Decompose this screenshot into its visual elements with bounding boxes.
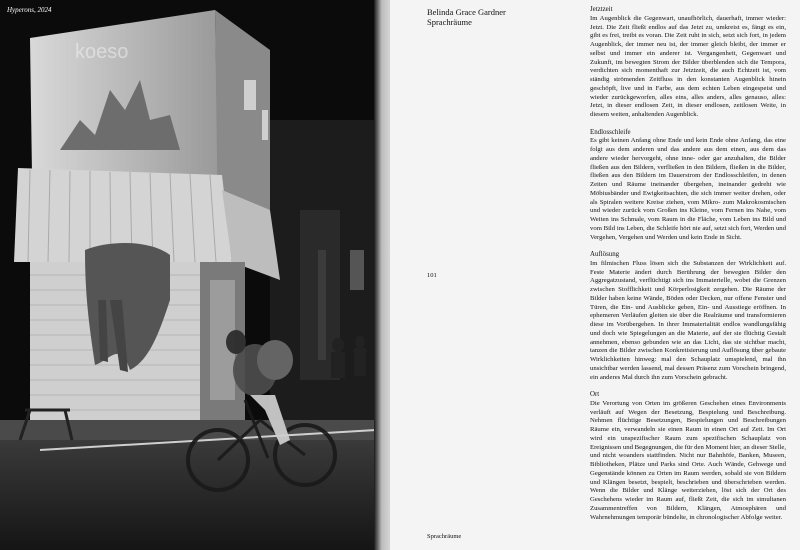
page-number: 101 (427, 272, 437, 279)
section-heading: Endlosschleife (590, 128, 631, 136)
section-heading: Jetztzeit (590, 6, 613, 13)
running-head: Hyperons, 2024 (7, 6, 52, 14)
section-body: Im filmischen Fluss lösen sich die Substanzen der Wirklichkeit auf. Feste Materie ändert durch Berührung der bewegten Bilder den Aggregatzustand, verflüchtigt sich ins Immaterielle, wobei die Grenzen zwischen Stofflichkeit und Körperlosigkeit zergehen. Die Räume der Bilder haben keine Wände, Böden oder Decken, nur offene Fenster und Türen, die Ein- und Ausblicke geben, Ein- und Ausstiege eröffnen. In ephemeren Verläufen gleiten sie über die Realräume und transformieren diese im Vorübergehen. In ihrer Immaterialität endlos wandlungsfähig und doch wie Spiegelungen an die Materie, auf der sie flüchtig Gestalt annehmen, ebenso gebunden wie an das Licht, das sie sichtbar macht, tanzen die Bilder zwischen Konkretisierung und Auflösung über gebaute Wirklichkeiten hinweg: mal den Schauplatz umspielend, mal ihn unsichtbar werden lassend, mal dessen Präsenz zum Vorschein bringend, ein anderes Mal durch ihn zum Vorschein gebracht. (590, 259, 786, 381)
street-photo (0, 0, 376, 550)
text-page (390, 0, 800, 550)
section-body: Es gibt keinen Anfang ohne Ende und kein Ende ohne Anfang, das eine folgt aus dem anderen und das andere aus dem einen, aus dem das andere wieder hervorgeht, ohne inne- oder gar anzuhalten, die Bilder fließen aus den Bildern, verfließen in den Bildern, fließen in die Bilder, fließen aus den Bildern im Dauerstrom der Endlosschleifen, in denen Zeiten und Räume ineinander übergehen, ineinander gedreht wie Möbiusbänder und Ewigkeitsachten, die sich immer weiter drehen, oder als Spiralen weitere Kreise ziehen, vom Mikro- zum Makrokosmischen und wieder zurück vom Großen ins Kleine, vom Fernen ins Nahe, vom Weiten ins Schmale, vom Raum in die Fläche, vom Leben ins Bild und vom Bild ins Leben, die Schleife hört nie auf, setzt sich fort, Werden und Vergehen, Vergehen und Werden und kein Ende in Sicht. (590, 137, 786, 241)
author-block (427, 8, 506, 27)
author-name: Belinda Grace Gardner (427, 7, 506, 17)
footer-label: Sprachräume (427, 533, 462, 540)
essay-title: Sprachräume (427, 16, 472, 27)
wall-sign-text: koeso (75, 41, 129, 63)
section-heading: Auflösung (590, 251, 620, 258)
section-body: Im Augenblick die Gegenwart, unaufhörlich, dauerhaft, immer wieder: Jetzt. Die Zeit fließt endlos auf das Jetzt zu, umkreist es, fängt es ein, gibt es frei, treibt es voran. Die Zeit ruht in sich, setzt sich fort, in jedem Augenblick, der immer neu ist, der immer gleich bleibt, der immer er selbst und immer ein anderer ist. Vergangenheit, Gegenwart und Zukunft, im bewegten Strom der Bilder überblenden sich die Tempora, verdichten sich momenthaft zur Jetztzeit, die auch Echtzeit ist, vom ständig strömenden Zeitfluss in den konstanten Augenblick hinein geschöpft, live und in Farbe, aus dem echten Leben eingespeist und wieder zurückgeworfen, alles eins, alles anders, alles genauso, alles: Jetzt, in dieser endlosen Zeit, in dieser endlosen, zeitlosen Weite, in diesem weiten, anhaltenden Augenblick. (590, 14, 786, 118)
essay-column (590, 6, 786, 531)
photo-page (0, 0, 376, 550)
section-body: Die Verortung von Orten im größeren Geschehen eines Environments verläuft auf Wegen der Besetzung, Bespielung und Beschreibung. Nehmen flüchtige Besetzungen, Bespielungen und Beschreibungen Räume ein, verwandeln sie einen Raum in einen Ort auf Zeit. Im Ort wird ein unspezifischer Raum zum spezifischen Schauplatz von Ereignissen und Begegnungen, die für den Moment hier, an dieser Stelle, und nicht woanders stattfinden. Nicht nur Bahnhöfe, Banken, Museen, Bibliotheken, Plätze und Parks sind Orte. Auch Wände, Gehwege und Gegenstände können zu Orten im Raum werden, sobald sie von Bildern und Klängen besetzt, bespielt, beschrieben und überschrieben werden. Wenn die Bilder und Klänge weiterziehen, löst sich der Ort des Geschehens wieder im Raum auf, fließt Zeit, die sich im simultanen Zusammentreffen von Bildern, Klängen, Atmosphären und Wahrnehmungen temporär bündelte, in chronologischer Abfolge weiter. (590, 399, 786, 521)
section-heading: Ort (590, 391, 600, 398)
